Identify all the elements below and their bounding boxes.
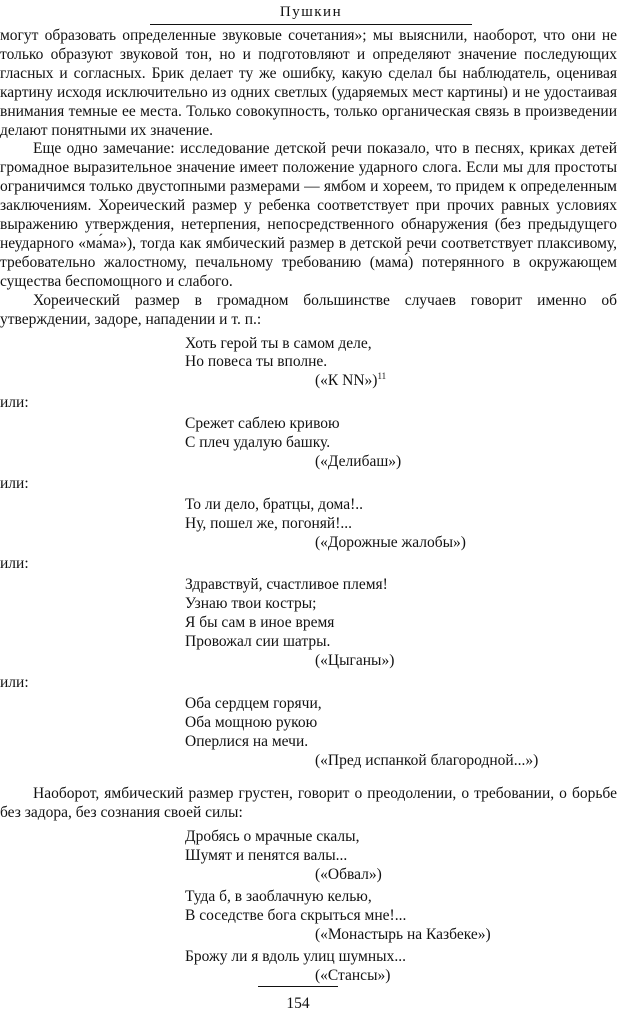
connector-word: или: [0,673,29,691]
footer-rule [258,986,338,987]
verse-line: Туда б, в заоблачную келью, [185,887,372,905]
verse-quote-monastyr [185,888,617,945]
verse-source: («Цыганы») [315,652,395,669]
verse-line: Хоть герой ты в самом деле, [185,334,372,352]
verse-line: Но повеса ты вполне. [185,353,328,371]
verse-line: В соседстве бога скрыться мне!... [185,906,407,924]
verse-line: Брожу ли я вдоль улиц шумных... [185,947,406,965]
body-text [0,27,617,989]
connector-word: или: [0,474,29,492]
header-rule [150,24,472,25]
verse-line: То ли дело, братцы, дома!.. [185,495,364,513]
verse-quote-tsygany [185,576,617,671]
verse-line: Дробясь о мрачные скалы, [185,828,360,846]
verse-line: Оба мощною рукою [185,713,318,731]
verse-line: Оперлися на мечи. [185,732,309,750]
connector-word: или: [0,394,29,412]
verse-line: С плеч удалую башку. [185,434,331,452]
verse-line: Я бы сам в иное время [185,614,335,632]
verse-line: Здравствуй, счастливое племя! [185,576,388,594]
verse-source [315,372,617,391]
connector-word: или: [0,555,29,573]
paragraph-continuation: могут образовать определенные звуковые сочетания»; мы выяснили, наоборот, что они не только образуют звуковой тон, но и подготовляют и определяют значение последующих гласных и согласных. Брик делает ту же ошибку, какую сделал бы наблюдатель, оценивая картину исходя исключительно из одних светлых (ударяемых мест картины) и не удостаивая внимания темные ее места. Только совокупность, только органическая связь в произведении делают понятными их значение. [0,27,617,139]
verse-source: («Пред испанкой благородной...») [315,751,539,769]
verse-quote-stansy [185,948,617,986]
verse-quote-pred-ispankoy [185,695,617,771]
verse-line: Шумят и пенятся валы... [185,847,348,865]
paragraph-trochee-intro: Хореический размер в громадном большинстве случаев говорит именно об утверждении, задоре, нападении и т. п.: [0,291,617,328]
verse-line: Срежет саблею кривою [185,415,340,433]
verse-source-title: («К NN») [315,372,378,390]
verse-line: Оба сердцем горячи, [185,694,322,712]
verse-source: («Монастырь на Казбеке») [315,925,491,943]
verse-quote-delibash [185,415,617,472]
verse-line: Провожал сии шатры. [185,633,331,651]
paragraph-iamb-intro: Наоборот, ямбический размер грустен, говорит о преодолении, о требовании, о борьбе без задора, без сознания своей силы: [0,785,617,822]
footnote-marker: 11 [377,371,387,382]
paragraph-child-speech: Еще одно замечание: исследование детской речи показало, что в песнях, криках детей громадное выразительное значение имеет положение ударного слога. Если мы для простоты ограничимся только двустопными размерами — ямбом и хореем, то придем к определенным заключениям. Хореический размер у ребенка соответствует при прочих равных условиях выражению утверждения, нетерпения, непосредственного обнаружения (без предыдущего неударного «ма́ма»), тогда как ямбический размер в детской речи соответствует плаксивому, требовательно жалостному, печальному требованию (мама́) потерянного в окружающем существа беспомощного и слабого. [0,140,617,290]
spacer [0,773,617,785]
verse-quote-dorozhnye-zhaloby [185,496,617,553]
verse-line: Узнаю твои костры; [185,595,317,613]
verse-line: Ну, пошел же, погоняй!... [185,514,353,532]
verse-source: («Дорожные жалобы») [315,533,466,551]
verse-source: («Делибаш») [315,452,402,470]
verse-source: («Обвал») [315,866,382,884]
verse-source: («Стансы») [315,966,391,984]
running-head: Пушкин [279,4,343,20]
verse-quote-k-nn [185,335,617,392]
verse-quote-obval [185,828,617,885]
page-number: 154 [286,995,310,1012]
